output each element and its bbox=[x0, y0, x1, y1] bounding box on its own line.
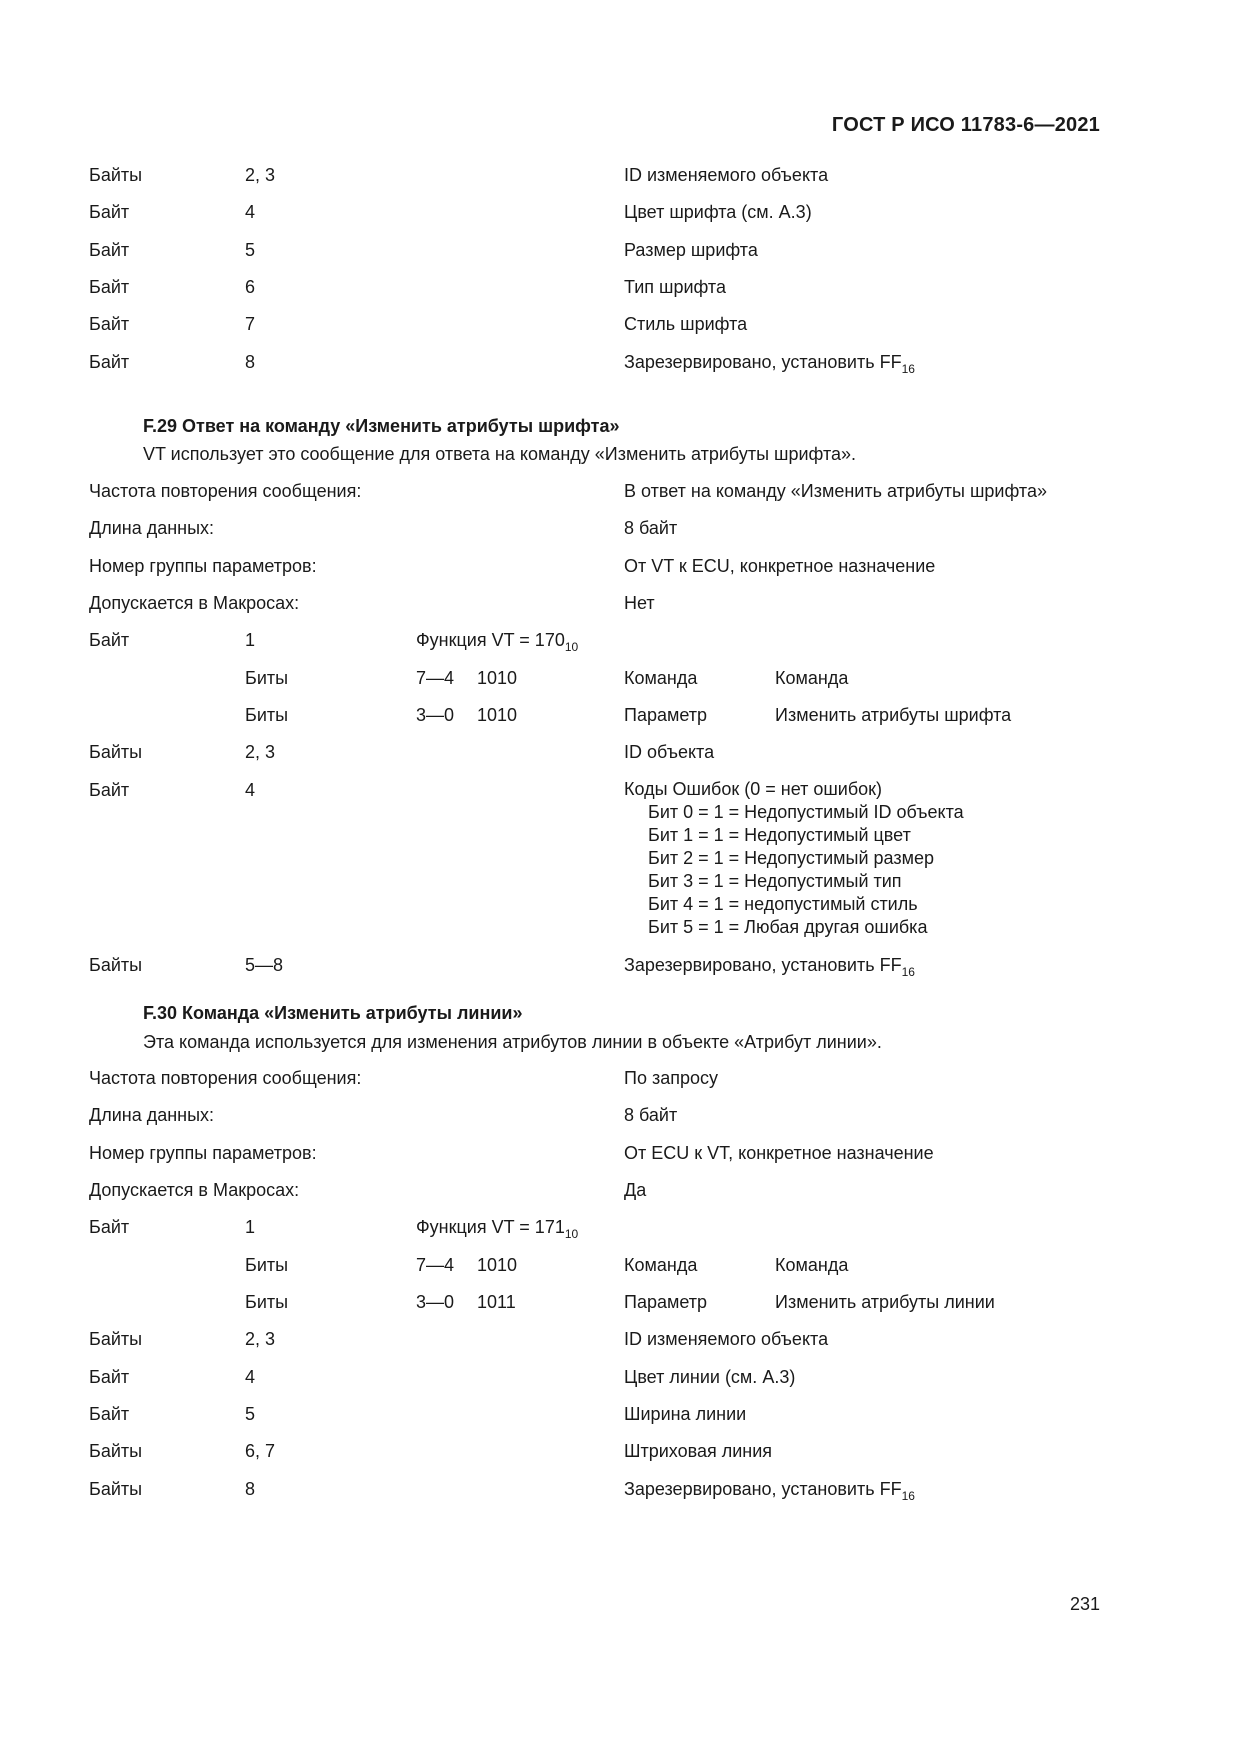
row-number: 4 bbox=[245, 1367, 256, 1387]
error-code-item: Бит 0 = 1 = Недопустимый ID объекта bbox=[648, 802, 964, 822]
bits-range: 7—4 bbox=[416, 668, 455, 688]
error-code-item: Бит 3 = 1 = Недопустимый тип bbox=[648, 871, 902, 891]
error-codes bbox=[624, 778, 964, 939]
row-number: 6 bbox=[245, 277, 256, 297]
row-description: Цвет шрифта (см. А.3) bbox=[624, 202, 812, 222]
row-number: 4 bbox=[245, 780, 256, 800]
row-number: 1 bbox=[245, 1217, 256, 1237]
row-number: 2, 3 bbox=[245, 165, 276, 185]
row-number: 5—8 bbox=[245, 955, 284, 975]
prop-label: Длина данных: bbox=[89, 1105, 215, 1125]
row-description: Зарезервировано, установить $FF_{16}$ bbox=[624, 955, 915, 979]
row-number: 1 bbox=[245, 630, 256, 650]
row-number: 7 bbox=[245, 314, 256, 334]
row-number: 5 bbox=[245, 240, 256, 260]
prop-label: Частота повторения сообщения: bbox=[89, 481, 362, 501]
vt-function: Функция VT = $171_{10}$ bbox=[416, 1217, 579, 1241]
prop-label: Допускается в Макросах: bbox=[89, 1180, 300, 1200]
prop-label: Допускается в Макросах: bbox=[89, 593, 300, 613]
row-number: 5 bbox=[245, 1404, 256, 1424]
bits-label: Биты bbox=[245, 668, 289, 688]
prop-value: От VT к ECU, конкретное назначение bbox=[624, 556, 936, 576]
bits-description: Команда bbox=[775, 1255, 849, 1275]
row-number: 8 bbox=[245, 1479, 256, 1499]
prop-label: Длина данных: bbox=[89, 518, 215, 538]
row-description: Стиль шрифта bbox=[624, 314, 748, 334]
prop-label: Номер группы параметров: bbox=[89, 1143, 317, 1163]
row-description: Цвет линии (см. А.3) bbox=[624, 1367, 796, 1387]
row-number: 6, 7 bbox=[245, 1441, 276, 1461]
error-codes-title: Коды Ошибок (0 = нет ошибок) bbox=[624, 779, 883, 799]
row-label: Байт bbox=[89, 1217, 130, 1237]
row-label: Байты bbox=[89, 1479, 143, 1499]
bits-range: 3—0 bbox=[416, 1292, 455, 1312]
bits-label: Биты bbox=[245, 705, 289, 725]
row-number: 8 bbox=[245, 352, 256, 372]
section-intro-f30: Эта команда используется для изменения атрибутов линии в объекте «Атрибут линии». bbox=[143, 1032, 882, 1052]
row-description: ID объекта bbox=[624, 742, 715, 762]
vt-function: Функция VT = $170_{10}$ bbox=[416, 630, 579, 654]
row-label: Байты bbox=[89, 1329, 143, 1349]
row-label: Байт bbox=[89, 277, 130, 297]
prop-value: 8 байт bbox=[624, 1105, 678, 1125]
row-label: Байты bbox=[89, 955, 143, 975]
bits-kind: Команда bbox=[624, 668, 698, 688]
bits-kind: Параметр bbox=[624, 1292, 708, 1312]
error-code-item: Бит 1 = 1 = Недопустимый цвет bbox=[648, 825, 911, 845]
prop-value: Да bbox=[624, 1180, 647, 1200]
row-label: Байт bbox=[89, 630, 130, 650]
bits-value: 1011 bbox=[477, 1292, 516, 1312]
prop-value: В ответ на команду «Изменить атрибуты шрифта» bbox=[624, 481, 1047, 501]
prop-label: Частота повторения сообщения: bbox=[89, 1068, 362, 1088]
bits-description: Изменить атрибуты линии bbox=[775, 1292, 995, 1312]
error-code-item: Бит 5 = 1 = Любая другая ошибка bbox=[648, 917, 928, 937]
bits-label: Биты bbox=[245, 1255, 289, 1275]
row-label: Байт bbox=[89, 1367, 130, 1387]
row-number: 2, 3 bbox=[245, 742, 276, 762]
prop-value: Нет bbox=[624, 593, 655, 613]
bits-value: 1010 bbox=[477, 705, 518, 725]
bits-value: 1010 bbox=[477, 1255, 518, 1275]
row-label: Байты bbox=[89, 742, 143, 762]
prop-value: По запросу bbox=[624, 1068, 718, 1088]
section-title-f30: F.30 Команда «Изменить атрибуты линии» bbox=[143, 1003, 523, 1023]
row-label: Байт bbox=[89, 314, 130, 334]
row-label: Байты bbox=[89, 1441, 143, 1461]
bits-range: 3—0 bbox=[416, 705, 455, 725]
row-label: Байт bbox=[89, 1404, 130, 1424]
row-number: 2, 3 bbox=[245, 1329, 276, 1349]
section-title-f29: F.29 Ответ на команду «Изменить атрибуты шрифта» bbox=[143, 416, 620, 436]
row-description: Размер шрифта bbox=[624, 240, 758, 260]
section-intro-f29: VT использует это сообщение для ответа на команду «Изменить атрибуты шрифта». bbox=[143, 444, 857, 464]
error-code-item: Бит 4 = 1 = недопустимый стиль bbox=[648, 894, 918, 914]
prop-value: От ECU к VT, конкретное назначение bbox=[624, 1143, 934, 1163]
row-description: ID изменяемого объекта bbox=[624, 165, 829, 185]
prop-value: 8 байт bbox=[624, 518, 678, 538]
row-label: Байт bbox=[89, 202, 130, 222]
document-header: ГОСТ Р ИСО 11783-6—2021 bbox=[831, 114, 1100, 136]
bits-label: Биты bbox=[245, 1292, 289, 1312]
bits-description: Изменить атрибуты шрифта bbox=[775, 705, 1012, 725]
row-label: Байт bbox=[89, 352, 130, 372]
bits-range: 7—4 bbox=[416, 1255, 455, 1275]
row-label: Байт bbox=[89, 780, 130, 800]
prop-label: Номер группы параметров: bbox=[89, 556, 317, 576]
row-description: ID изменяемого объекта bbox=[624, 1329, 829, 1349]
bits-value: 1010 bbox=[477, 668, 518, 688]
row-number: 4 bbox=[245, 202, 256, 222]
row-description: Зарезервировано, установить $FF_{16}$ bbox=[624, 1479, 915, 1503]
row-description: Зарезервировано, установить $FF_{16}$ bbox=[624, 352, 915, 376]
bits-description: Команда bbox=[775, 668, 849, 688]
page-number: 231 bbox=[1069, 1594, 1100, 1614]
bits-kind: Параметр bbox=[624, 705, 708, 725]
row-description: Тип шрифта bbox=[624, 277, 726, 297]
row-label: Байты bbox=[89, 165, 143, 185]
bits-kind: Команда bbox=[624, 1255, 698, 1275]
row-description: Штриховая линия bbox=[624, 1441, 773, 1461]
error-code-item: Бит 2 = 1 = Недопустимый размер bbox=[648, 848, 934, 868]
row-description: Ширина линии bbox=[624, 1404, 747, 1424]
row-label: Байт bbox=[89, 240, 130, 260]
